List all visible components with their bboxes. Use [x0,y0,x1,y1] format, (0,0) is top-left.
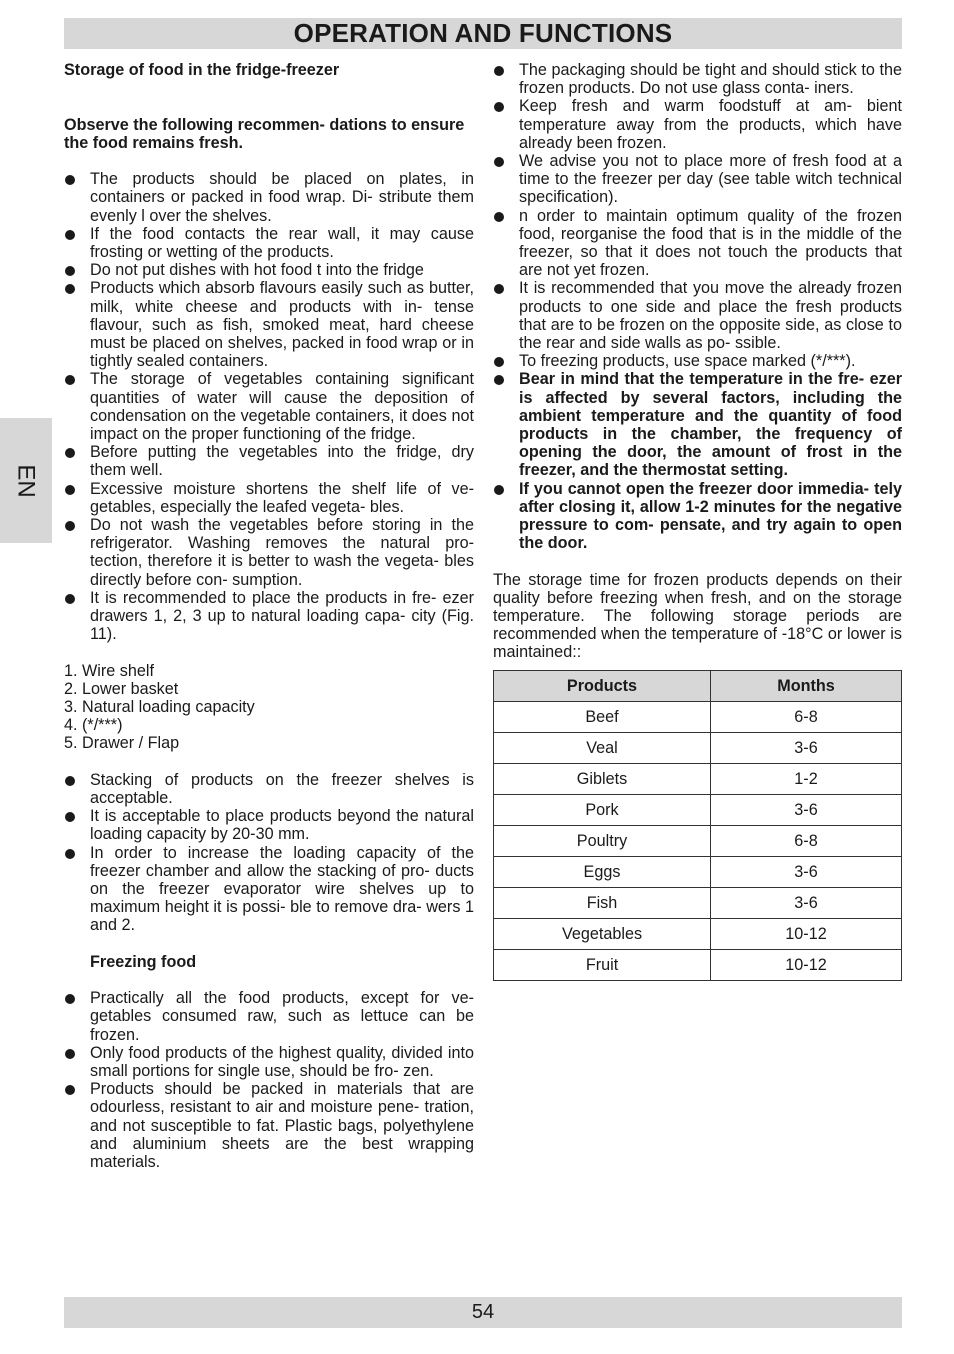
freezer-stacking-list [64,771,474,935]
list-item: Excessive moisture shortens the shelf life of ve- getables, especially the leafed vegeta- bles. [64,480,474,516]
months-cell: 6-8 [711,825,902,856]
freezing-heading: Freezing food [90,952,197,971]
figure-legend-list [64,662,474,753]
header-bar [64,18,902,49]
months-cell: 6-8 [711,701,902,732]
list-item: If the food contacts the rear wall, it may cause frosting or wetting of the products. [64,225,474,261]
language-label: EN [13,463,40,498]
list-item: In order to increase the loading capacity of the freezer chamber and allow the stacking of pro- ducts on the freezer evaporator wire shelves up to maximum height it is possi- ble to remove dra- wers 1 and 2. [64,844,474,935]
list-item: The products should be placed on plates, in containers or packed in food wrap. Di- stribute them evenly l over the shelves. [64,170,474,225]
table-row [494,918,902,949]
product-cell: Fruit [494,949,711,980]
list-item: It is acceptable to place products beyond the natural loading capacity by 20-30 mm. [64,807,474,843]
product-cell: Poultry [494,825,711,856]
list-item: n order to maintain optimum quality of the frozen food, reorganise the food that is in the middle of the freezer, so that it does not touch the products that are not yet frozen. [493,207,902,280]
table-row [494,732,902,763]
product-cell: Vegetables [494,918,711,949]
list-item: To freezing products, use space marked (*/***). [493,352,902,370]
product-cell: Giblets [494,763,711,794]
months-cell: 1-2 [711,763,902,794]
freezer-tips-list [493,61,902,552]
language-tab [0,418,52,543]
page-number: 54 [471,1301,495,1323]
product-cell: Pork [494,794,711,825]
legend-item: 2. Lower basket [64,679,179,698]
freezing-tips-list [64,989,474,1171]
table-header-row [494,670,902,701]
page-title: OPERATION AND FUNCTIONS [293,18,673,48]
legend-item: 4. (*/***) [64,716,123,735]
column-header-months: Months [711,670,902,701]
table-row [494,825,902,856]
list-item-bold: Bear in mind that the temperature in the fre- ezer is affected by several factors, including the ambient temperature and the quantity of food products in the chamber, the frequency of opening the door, the amount of frost in the freezer, and the thermostat setting. [493,370,902,479]
product-cell: Beef [494,701,711,732]
table-row [494,701,902,732]
left-column [64,61,474,1171]
months-cell: 3-6 [711,732,902,763]
list-item: Only food products of the highest quality, divided into small portions for single use, should be fro- zen. [64,1044,474,1080]
storage-tips-list [64,170,474,643]
list-item: Before putting the vegetables into the fridge, dry them well. [64,443,474,479]
storage-heading: Storage of food in the fridge-freezer [64,61,340,79]
storage-time-paragraph: The storage time for frozen products depends on their quality before freezing when fresh, and on the storage temperature. The following storage periods are recommended when the temperature of -18°C or lower is maintained:: [493,570,902,662]
list-item: It is recommended that you move the already frozen products to one side and place the fresh products that are to be frozen on the opposite side, as close to the rear and side walls as po- ssible. [493,279,902,352]
right-column [493,61,902,981]
table-row [494,794,902,825]
months-cell: 10-12 [711,918,902,949]
footer-bar [64,1297,902,1328]
table-row [494,763,902,794]
months-cell: 3-6 [711,887,902,918]
list-item: Products which absorb flavours easily such as butter, milk, white cheese and products with in- tense flavour, such as fish, smoked meat, hard cheese must be placed on shelves, packed in food wrap or in tightly sealed containers. [64,279,474,370]
months-cell: 10-12 [711,949,902,980]
legend-item: 1. Wire shelf [64,661,154,680]
column-header-products: Products [494,670,711,701]
list-item: Do not put dishes with hot food t into the fridge [64,261,474,279]
storage-periods-table [493,670,902,981]
recommendations-heading: Observe the following recommen- dations to ensure the food remains fresh. [64,115,465,152]
list-item: We advise you not to place more of fresh food at a time to the freezer per day (see table witch technical specification). [493,152,902,207]
table-row [494,887,902,918]
list-item: The storage of vegetables containing significant quantities of water will cause the deposition of condensation on the vegetable containers, it does not impact on the proper functioning of the fridge. [64,370,474,443]
months-cell: 3-6 [711,794,902,825]
product-cell: Fish [494,887,711,918]
product-cell: Eggs [494,856,711,887]
months-cell: 3-6 [711,856,902,887]
table-row [494,949,902,980]
list-item: Keep fresh and warm foodstuff at am- bient temperature away from the products, which have already been frozen. [493,97,902,152]
list-item: Practically all the food products, except for ve- getables consumed raw, such as lettuce can be frozen. [64,989,474,1044]
product-cell: Veal [494,732,711,763]
list-item: Products should be packed in materials that are odourless, resistant to air and moisture pene- tration, and not susceptible to fat. Plastic bags, polyethylene and aluminium sheets are the best wrapping materials. [64,1080,474,1171]
list-item: It is recommended to place the products in fre- ezer drawers 1, 2, 3 up to natural loading capa- city (Fig. 11). [64,589,474,644]
list-item: Do not wash the vegetables before storing in the refrigerator. Washing removes the natural pro- tection, therefore it is better to wash the vegeta- bles directly before con- sumption. [64,516,474,589]
list-item: The packaging should be tight and should stick to the frozen products. Do not use glass conta- iners. [493,61,902,97]
list-item: Stacking of products on the freezer shelves is acceptable. [64,771,474,807]
list-item-bold: If you cannot open the freezer door immedia- tely after closing it, allow 1-2 minutes for the negative pressure to com- pensate, and try again to open the door. [493,480,902,553]
legend-item: 3. Natural loading capacity [64,698,255,717]
table-row [494,856,902,887]
legend-item: 5. Drawer / Flap [64,734,180,753]
